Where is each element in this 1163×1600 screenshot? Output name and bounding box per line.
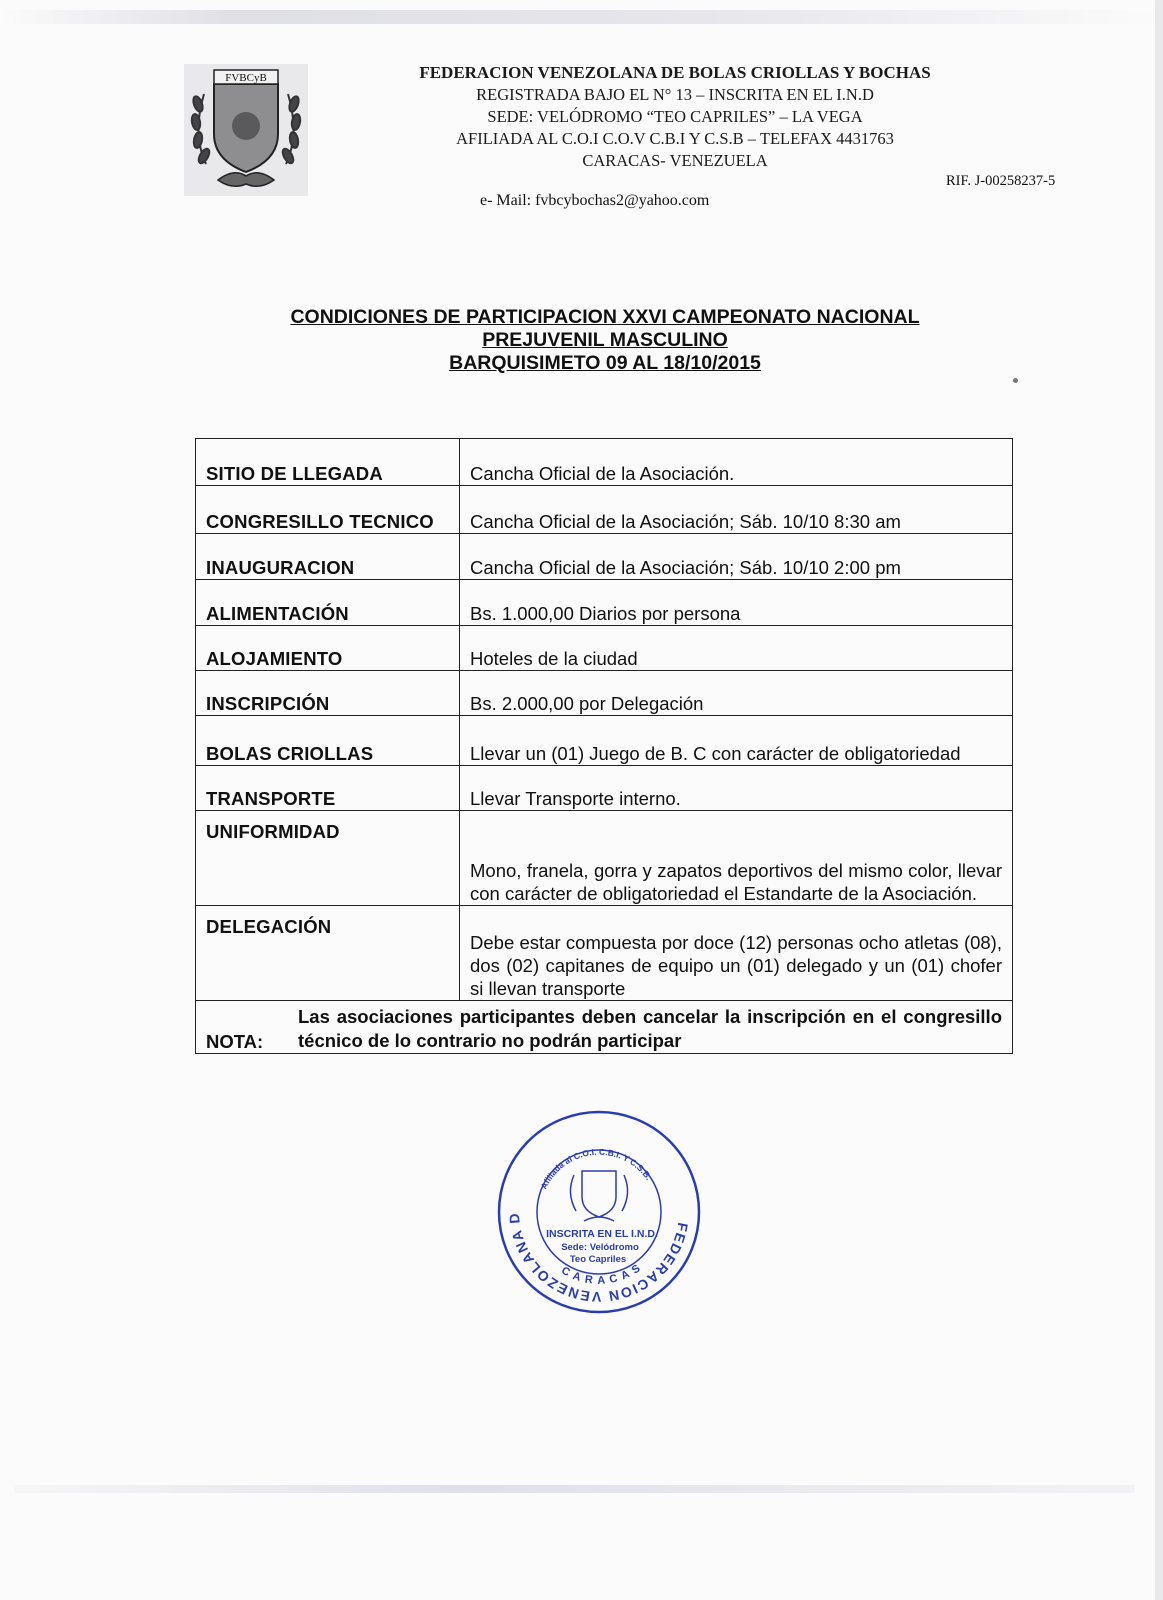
table-row — [196, 716, 1013, 766]
row-label: UNIFORMIDAD — [196, 811, 460, 906]
scan-artifact-top — [0, 10, 1163, 24]
stamp-inner-text: Afiliada al C.O.I. C.B.I. Y C.S.B. — [538, 1146, 654, 1191]
row-value: Cancha Oficial de la Asociación. — [460, 439, 1013, 486]
title-line-3: BARQUISIMETO 09 AL 18/10/2015 — [449, 352, 761, 374]
row-label: TRANSPORTE — [196, 766, 460, 811]
table-row — [196, 534, 1013, 580]
stamp-ring-text: FEDERACION VENEZOLANA D — [505, 1211, 692, 1306]
table-row — [196, 580, 1013, 626]
row-label: SITIO DE LLEGADA — [196, 439, 460, 486]
row-label: ALOJAMIENTO — [196, 626, 460, 671]
note-row — [196, 1001, 1013, 1054]
title-line-1: CONDICIONES DE PARTICIPACION XXVI CAMPEONATO NACIONAL — [290, 306, 920, 328]
city-line: CARACAS- VENEZUELA — [582, 151, 768, 170]
scan-artifact-bottom — [15, 1485, 1135, 1493]
table-row — [196, 906, 1013, 1001]
row-value: Cancha Oficial de la Asociación; Sáb. 10/10 2:00 pm — [460, 534, 1013, 580]
svg-text:FVBCyB: FVBCyB — [225, 72, 267, 84]
official-stamp — [494, 1107, 704, 1317]
table-row — [196, 439, 1013, 486]
federation-logo — [184, 64, 308, 196]
row-label: INSCRIPCIÓN — [196, 671, 460, 716]
row-label: ALIMENTACIÓN — [196, 580, 460, 626]
scan-speck — [1013, 378, 1018, 383]
row-label: DELEGACIÓN — [196, 906, 460, 1001]
stamp-city: CARACAS — [559, 1259, 647, 1287]
row-value: Llevar Transporte interno. — [460, 766, 1013, 811]
row-value: Bs. 1.000,00 Diarios por persona — [460, 580, 1013, 626]
email-line: e- Mail: fvbcybochas2@yahoo.com — [480, 192, 710, 209]
row-label: BOLAS CRIOLLAS — [196, 716, 460, 766]
row-value: Hoteles de la ciudad — [460, 626, 1013, 671]
table-row — [196, 626, 1013, 671]
letterhead — [360, 62, 990, 172]
svg-text:Afiliada al C.O.I. C.B.I. Y C. — [538, 1147, 653, 1191]
row-value: Cancha Oficial de la Asociación; Sáb. 10/10 8:30 am — [460, 486, 1013, 534]
stamp-line-1: INSCRITA EN EL I.N.D. — [546, 1228, 658, 1240]
table-row — [196, 766, 1013, 811]
scan-artifact-right — [1155, 0, 1163, 1600]
table-row — [196, 811, 1013, 906]
title-line-2: PREJUVENIL MASCULINO — [482, 329, 728, 351]
table-row — [196, 486, 1013, 534]
row-label: INAUGURACION — [196, 534, 460, 580]
affiliation-line: AFILIADA AL C.O.I C.O.V C.B.I Y C.S.B – TELEFAX 4431763 — [456, 129, 894, 148]
row-value: Bs. 2.000,00 por Delegación — [460, 671, 1013, 716]
row-value: Mono, franela, gorra y zapatos deportivos del mismo color, llevar con carácter de obligatoriedad el Estandarte de la Asociación. — [460, 811, 1013, 906]
conditions-table — [195, 438, 1013, 1054]
document-title — [180, 306, 1030, 375]
note-text: Las asociaciones participantes deben cancelar la inscripción en el congresillo técnico de lo contrario no podrán participar — [298, 1006, 1002, 1051]
row-value: Llevar un (01) Juego de B. C con carácter de obligatoriedad — [460, 716, 1013, 766]
row-label: CONGRESILLO TECNICO — [196, 486, 460, 534]
rif-number: RIF. J-00258237-5 — [946, 173, 1056, 189]
stamp-line-3: Teo Capriles — [569, 1254, 627, 1265]
note-label: NOTA: — [206, 1031, 264, 1052]
stamp-line-2: Sede: Velódromo — [561, 1242, 639, 1253]
table-row — [196, 671, 1013, 716]
federation-name: FEDERACION VENEZOLANA DE BOLAS CRIOLLAS Y BOCHAS — [419, 63, 931, 82]
row-value: Debe estar compuesta por doce (12) personas ocho atletas (08), dos (02) capitanes de equipo un (01) delegado y un (01) chofer si llevan transporte — [460, 906, 1013, 1001]
registration-line: REGISTRADA BAJO EL N° 13 – INSCRITA EN EL I.N.D — [476, 85, 874, 104]
sede-line: SEDE: VELÓDROMO “TEO CAPRILES” – LA VEGA — [487, 107, 863, 126]
